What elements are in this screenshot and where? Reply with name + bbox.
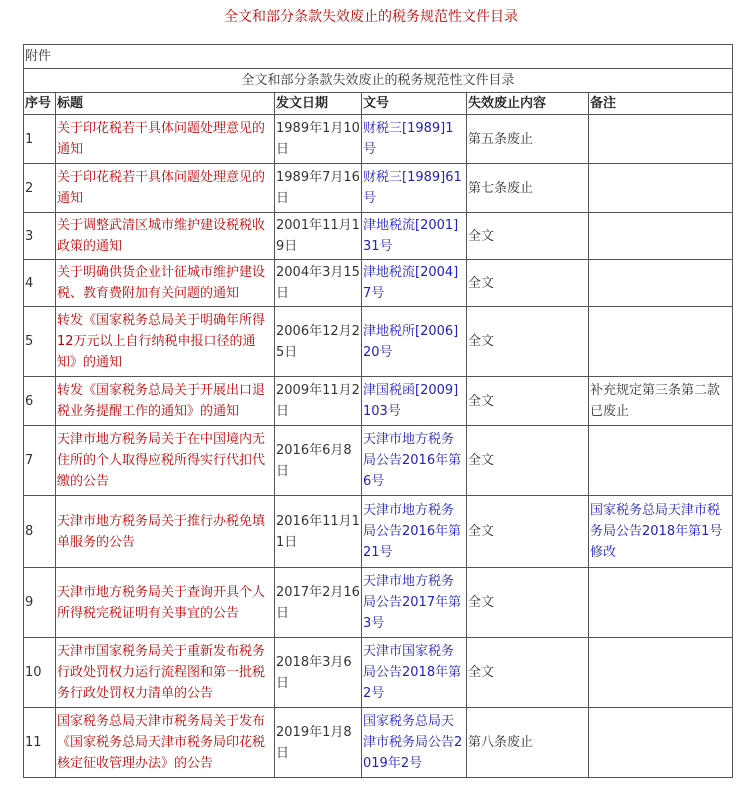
row-title-link[interactable]: 天津市国家税务局关于重新发布税务行政处罚权力运行流程图和第一批税务行政处罚权力清单的公告 (56, 638, 275, 708)
row-doc-number-link[interactable]: 津地税流[2004]7号 (362, 260, 467, 307)
row-remark (589, 213, 733, 260)
row-date: 2001年11月19日 (275, 213, 362, 260)
header-invalid-content: 失效废止内容 (467, 93, 589, 115)
row-date: 2006年12月25日 (275, 307, 362, 377)
row-title-link[interactable]: 关于印花税若干具体问题处理意见的通知 (56, 164, 275, 213)
row-doc-number-link[interactable]: 天津市地方税务局公告2016年第6号 (362, 426, 467, 496)
row-number: 7 (24, 426, 56, 496)
table-row (24, 568, 733, 638)
row-title-link[interactable]: 关于明确供货企业计征城市维护建设税、教育费附加有关问题的通知 (56, 260, 275, 307)
table-row (24, 496, 733, 568)
table-row (24, 115, 733, 164)
row-number: 1 (24, 115, 56, 164)
row-invalid-content: 全文 (467, 307, 589, 377)
row-remark: 国家税务总局天津市税务局公告2018年第1号修改 (589, 496, 733, 568)
row-invalid-content: 全文 (467, 638, 589, 708)
row-invalid-content: 第八条废止 (467, 708, 589, 778)
row-date: 2004年3月15日 (275, 260, 362, 307)
row-remark (589, 260, 733, 307)
row-invalid-content: 第五条废止 (467, 115, 589, 164)
row-number: 6 (24, 377, 56, 426)
row-remark (589, 164, 733, 213)
header-number: 序号 (24, 93, 56, 115)
row-date: 2009年11月2日 (275, 377, 362, 426)
row-title-link[interactable]: 关于调整武清区城市维护建设税税收政策的通知 (56, 213, 275, 260)
table-row (24, 426, 733, 496)
table-title: 全文和部分条款失效废止的税务规范性文件目录 (24, 69, 733, 93)
row-doc-number-link[interactable]: 财税三[1989]61号 (362, 164, 467, 213)
regulation-table (23, 44, 733, 778)
row-title-link[interactable]: 国家税务总局天津市税务局关于发布《国家税务总局天津市税务局印花税核定征收管理办法》的公告 (56, 708, 275, 778)
row-invalid-content: 全文 (467, 568, 589, 638)
row-number: 5 (24, 307, 56, 377)
row-remark (589, 115, 733, 164)
row-date: 2018年3月6日 (275, 638, 362, 708)
row-number: 2 (24, 164, 56, 213)
row-remark (589, 307, 733, 377)
page-title: 全文和部分条款失效废止的税务规范性文件目录 (224, 9, 518, 25)
row-invalid-content: 全文 (467, 213, 589, 260)
table-row (24, 260, 733, 307)
attachment-label: 附件 (24, 45, 733, 69)
table-row (24, 377, 733, 426)
row-invalid-content: 全文 (467, 377, 589, 426)
row-number: 3 (24, 213, 56, 260)
row-doc-number-link[interactable]: 津国税函[2009]103号 (362, 377, 467, 426)
row-invalid-content: 全文 (467, 260, 589, 307)
row-number: 10 (24, 638, 56, 708)
row-number: 11 (24, 708, 56, 778)
row-date: 2019年1月8日 (275, 708, 362, 778)
row-doc-number-link[interactable]: 津地税流[2001]31号 (362, 213, 467, 260)
header-remark: 备注 (589, 93, 733, 115)
row-invalid-content: 第七条废止 (467, 164, 589, 213)
row-doc-number-link[interactable]: 津地税所[2006]20号 (362, 307, 467, 377)
row-number: 8 (24, 496, 56, 568)
row-remark (589, 708, 733, 778)
table-row (24, 307, 733, 377)
row-number: 4 (24, 260, 56, 307)
row-title-link[interactable]: 转发《国家税务总局关于开展出口退税业务提醒工作的通知》的通知 (56, 377, 275, 426)
row-date: 1989年1月10日 (275, 115, 362, 164)
row-title-link[interactable]: 关于印花税若干具体问题处理意见的通知 (56, 115, 275, 164)
row-doc-number-link[interactable]: 国家税务总局天津市税务局公告2019年2号 (362, 708, 467, 778)
table-row (24, 708, 733, 778)
row-title-link[interactable]: 转发《国家税务总局关于明确年所得12万元以上自行纳税申报口径的通知》的通知 (56, 307, 275, 377)
row-doc-number-link[interactable]: 天津市地方税务局公告2016年第21号 (362, 496, 467, 568)
table-row (24, 638, 733, 708)
row-doc-number-link[interactable]: 天津市国家税务局公告2018年第2号 (362, 638, 467, 708)
row-remark (589, 568, 733, 638)
row-invalid-content: 全文 (467, 496, 589, 568)
table-header-row (24, 93, 733, 115)
row-date: 2016年11月11日 (275, 496, 362, 568)
header-doc-number: 文号 (362, 93, 467, 115)
row-remark (589, 426, 733, 496)
row-title-link[interactable]: 天津市地方税务局关于在中国境内无住所的个人取得应税所得实行代扣代缴的公告 (56, 426, 275, 496)
header-date: 发文日期 (275, 93, 362, 115)
row-doc-number-link[interactable]: 财税三[1989]1号 (362, 115, 467, 164)
row-date: 2017年2月16日 (275, 568, 362, 638)
row-title-link[interactable]: 天津市地方税务局关于推行办税免填单服务的公告 (56, 496, 275, 568)
header-title: 标题 (56, 93, 275, 115)
row-title-link[interactable]: 天津市地方税务局关于查询开具个人所得税完税证明有关事宜的公告 (56, 568, 275, 638)
row-number: 9 (24, 568, 56, 638)
row-invalid-content: 全文 (467, 426, 589, 496)
row-date: 2016年6月8日 (275, 426, 362, 496)
row-remark: 补充规定第三条第二款已废止 (589, 377, 733, 426)
row-date: 1989年7月16日 (275, 164, 362, 213)
row-remark (589, 638, 733, 708)
table-row (24, 164, 733, 213)
table-row (24, 213, 733, 260)
row-doc-number-link[interactable]: 天津市地方税务局公告2017年第3号 (362, 568, 467, 638)
